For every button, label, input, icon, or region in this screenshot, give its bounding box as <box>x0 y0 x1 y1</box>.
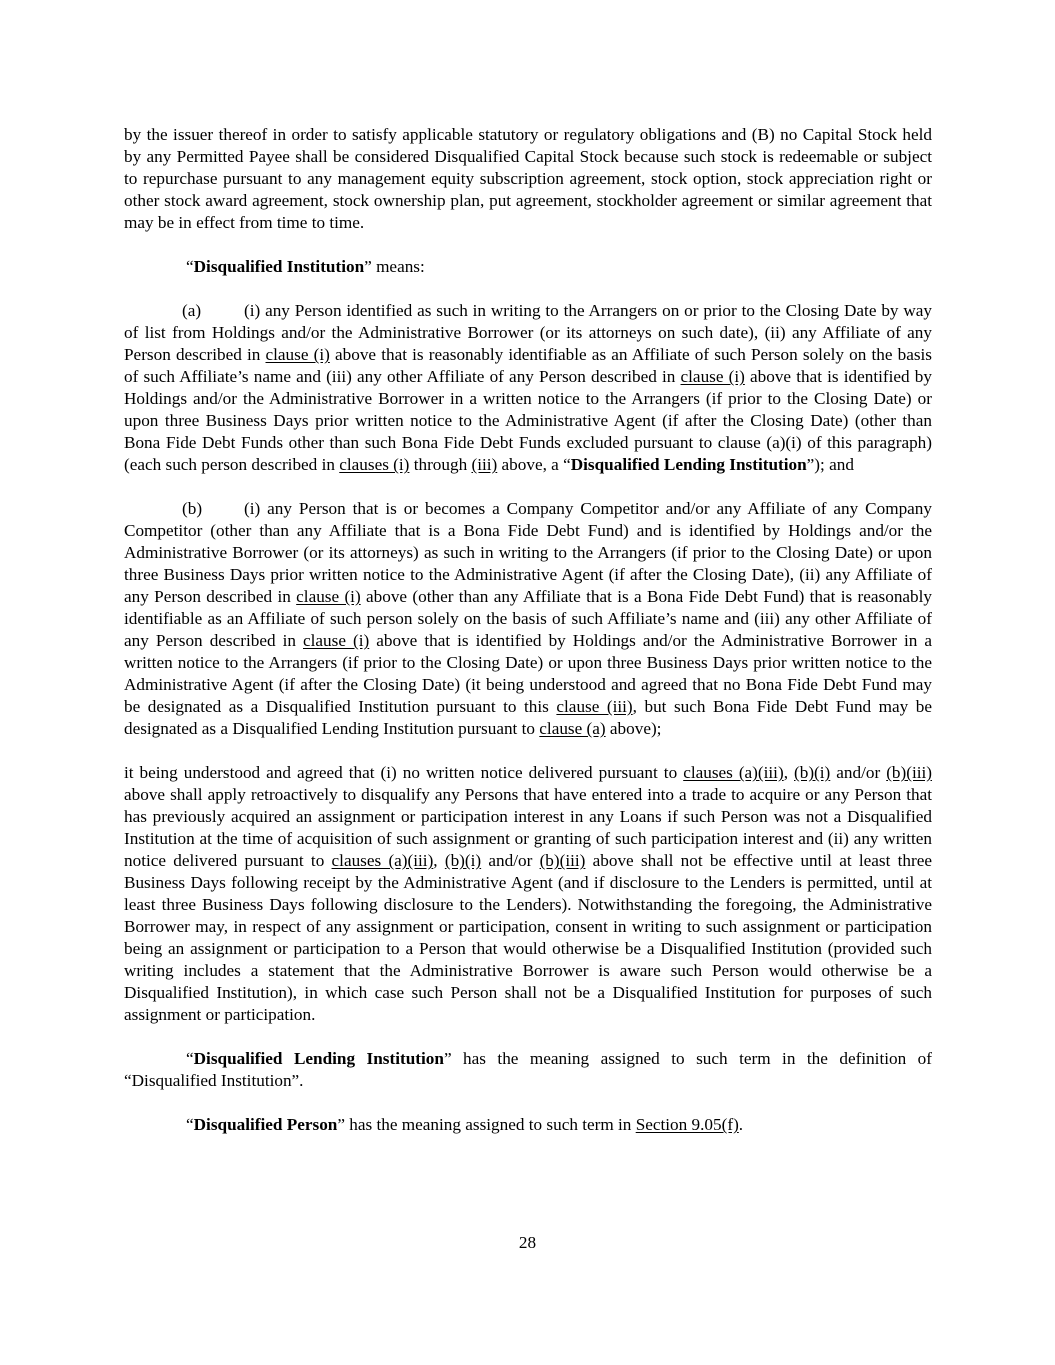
proviso-text: it being understood and agreed that (i) no written notice delivered pursuant to <box>124 763 684 782</box>
clause-text: ”); and <box>806 455 854 474</box>
cross-reference: (b)(i) <box>444 851 482 870</box>
cross-reference: clause (i) <box>680 367 745 386</box>
section-reference: Section 9.05(f) <box>635 1115 739 1134</box>
clause-label: (b) <box>182 499 203 518</box>
proviso-text: , <box>433 851 445 870</box>
paragraph-proviso <box>124 762 932 1026</box>
proviso-text: above shall apply retroactively to disqualify any Persons that have entered into a trade to acquire or any Person that has previously acquired an assignment or participation interest in any Loans if such Person was not a Disqualified Institution at the time of acquisition of such assignment or granting of such participation interest and (ii) any written notice delivered pursuant to <box>124 785 932 870</box>
cross-reference: (b)(iii) <box>886 763 933 782</box>
open-quote: “ <box>186 257 194 276</box>
clause-text: above (other than any Affiliate that is a Bona Fide Debt Fund) that is reasonably identifiable as an Affiliate of such person solely on the basis of such Affiliate’s name and (iii) any other Affiliate of any Person described in <box>124 587 933 650</box>
clause-text: above, a “ <box>497 455 571 474</box>
clause-text: above); <box>605 719 662 738</box>
defined-term: Disqualified Person <box>193 1115 338 1134</box>
cross-reference: (b)(iii) <box>539 851 586 870</box>
cross-reference: clauses (a)(iii) <box>683 763 784 782</box>
clause-text: above that is identified by Holdings and/or the Administrative Borrower in a written notice to the Arrangers (if prior to the Closing Date) or upon three Business Days prior written notice to the Administrative Agent (if after the Closing Date) (it being understood and agreed that no Bona Fide Debt Fund may be designated as a Disqualified Institution pursuant to this <box>124 631 933 716</box>
defined-term: Disqualified Lending Institution <box>193 1049 444 1068</box>
clause-b <box>124 498 932 740</box>
clause-text: above that is identified by Holdings and/or the Administrative Borrower in a written notice to the Arrangers (if prior to the Closing Date) or upon three Business Days prior written notice to the Administrative Agent (if after the Closing Date) (other than Bona Fide Debt Funds other than such Bona Fide Debt Funds excluded pursuant to clause (a)(i) of this paragraph) (each such person described in <box>124 367 932 474</box>
clause-text: through <box>409 455 472 474</box>
cross-reference: clauses (a)(iii) <box>331 851 434 870</box>
definition-disqualified-institution <box>124 256 932 278</box>
open-quote: “ <box>186 1049 194 1068</box>
cross-reference: clause (a) <box>539 719 606 738</box>
definition-text: . <box>738 1115 744 1134</box>
clause-text: (i) any Person identified as such in writing to the Arrangers on or prior to the Closing Date by way of list from Holdings and/or the Administrative Borrower (or its attorneys on such date), (ii) any Affiliate of any Person described in <box>124 301 932 364</box>
cross-reference: clause (i) <box>303 631 370 650</box>
cross-reference: clause (i) <box>265 345 330 364</box>
definition-text: ” has the meaning assigned to such term in <box>337 1115 636 1134</box>
clause-label: (a) <box>182 301 202 320</box>
definition-intro: ” means: <box>364 257 425 276</box>
proviso-text: above shall not be effective until at least three Business Days following receipt by the Administrative Agent (and if disclosure to the Lenders is permitted, until at least three Business Days following disclosure to the Lenders). Notwithstanding the foregoing, the Administrative Borrower may, in respect of any assignment or participation, consent in writing to such assignment or participation being an assignment or participation to a Person that would otherwise be a Disqualified Institution (provided such writing includes a statement that the Administrative Borrower is aware such Person would otherwise be a Disqualified Institution), in which case such Person shall not be a Disqualified Institution for purposes of such assignment or participation. <box>124 851 932 1024</box>
cross-reference: (iii) <box>471 455 498 474</box>
clause-text: , but such Bona Fide Debt Fund may be designated as a Disqualified Lending Institution pursuant to <box>124 697 933 738</box>
definition-disqualified-lending-institution <box>124 1048 932 1092</box>
clause-text: above that is reasonably identifiable as an Affiliate of such Person solely on the basis of such Affiliate’s name and (iii) any other Affiliate of any Person described in <box>124 345 932 386</box>
page-number: 28 <box>518 1233 537 1252</box>
clause-text: (i) any Person that is or becomes a Company Competitor and/or any Affiliate of any Company Competitor (other than any Affiliate that is a Bona Fide Debt Fund) and is identified by Holdings and/or the Administrative Borrower (or its attorneys) as such in writing to the Arrangers (if prior to the Closing Date) or upon three Business Days prior written notice to the Administrative Agent (if after the Closing Date), (ii) any Affiliate of any Person described in <box>124 499 932 606</box>
definition-disqualified-person <box>124 1114 932 1136</box>
open-quote: “ <box>186 1115 194 1134</box>
defined-term: Disqualified Lending Institution <box>570 455 807 474</box>
document-page <box>124 124 932 1158</box>
clause-a <box>124 300 932 476</box>
proviso-text: and/or <box>481 851 540 870</box>
cross-reference: (b)(i) <box>794 763 831 782</box>
paragraph-capital-stock-continuation: by the issuer thereof in order to satisfy applicable statutory or regulatory obligations and (B) no Capital Stock held by any Permitted Payee shall be considered Disqualified Capital Stock because such stock is redeemable or subject to repurchase pursuant to any management equity subscription agreement, stock option, stock appreciation right or other stock award agreement, stock ownership plan, put agreement, stockholder agreement or similar agreement that may be in effect from time to time. <box>124 125 932 232</box>
cross-reference: clause (i) <box>296 587 361 606</box>
definition-text: ” has the meaning assigned to such term in the definition of “Disqualified Institution”. <box>124 1049 932 1090</box>
defined-term: Disqualified Institution <box>193 257 365 276</box>
proviso-text: , <box>783 763 794 782</box>
proviso-text: and/or <box>830 763 887 782</box>
cross-reference: clause (iii) <box>556 697 633 716</box>
cross-reference: clauses (i) <box>339 455 410 474</box>
